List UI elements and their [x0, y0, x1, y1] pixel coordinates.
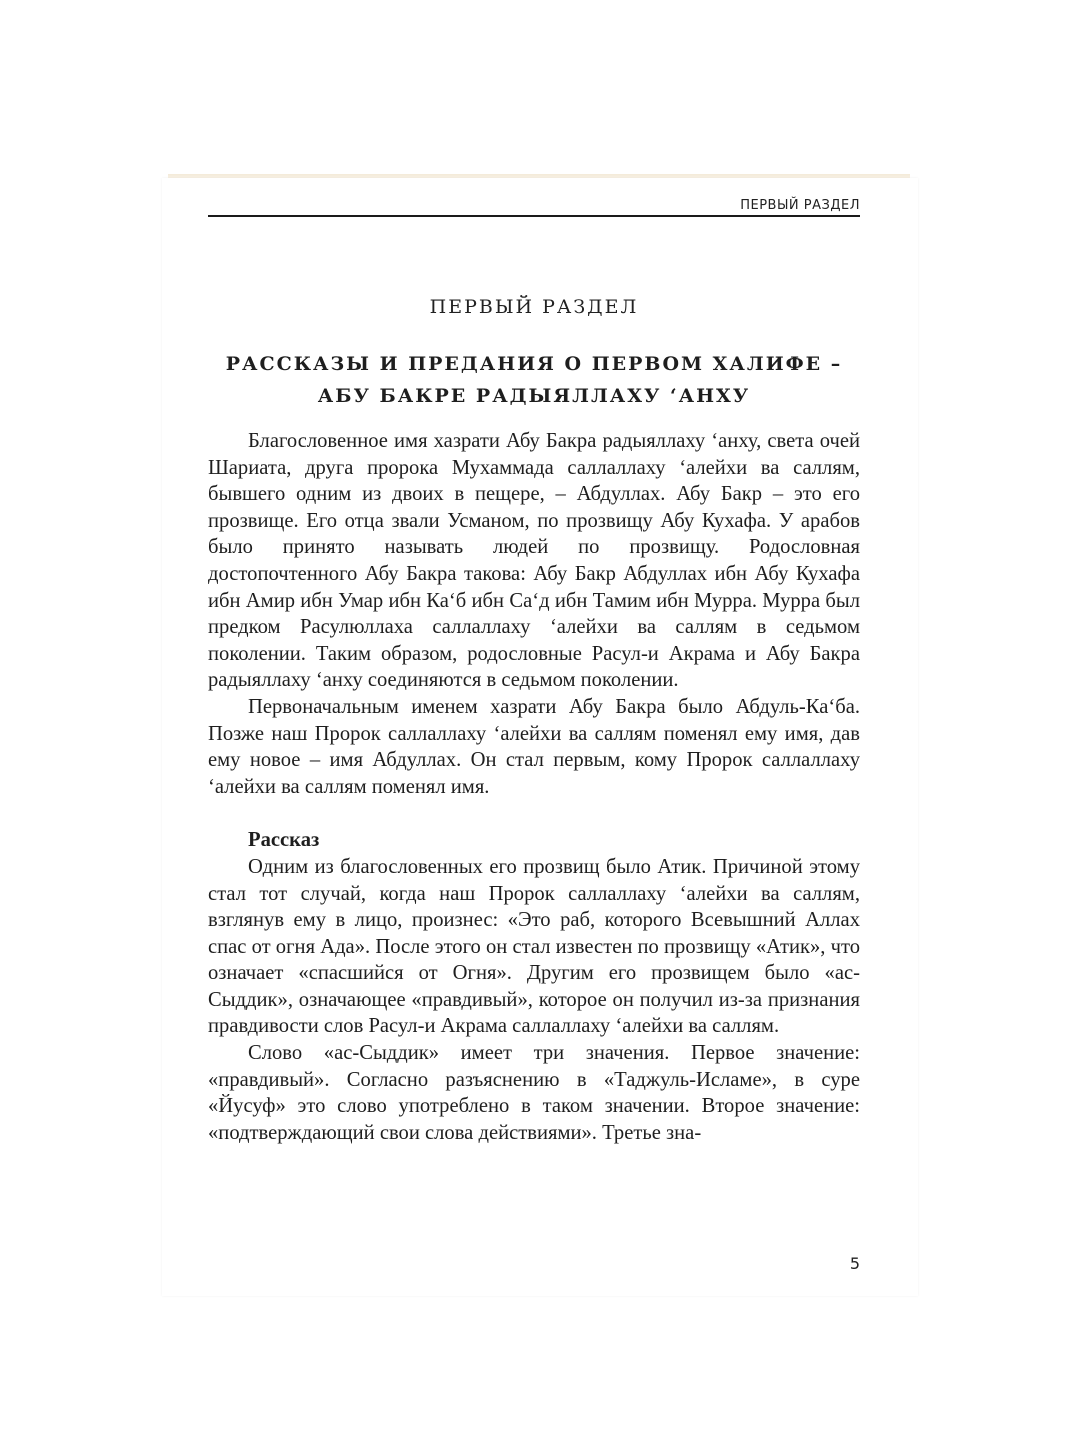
story-paragraph-1: Одним из благословенных его прозвищ было Атик. Причиной этому стал тот случай, когда наш Пророк саллаллаху ʻалейхи ва саллям, взглянув ему в лицо, произнес: «Это раб, которого Всевышний Аллах спас от огня Ада». После этого он стал известен по прозвищу «Атик», что означает «спасшийся от Огня». Другим его прозвищем было «ас-Сыддик», означающее «правдивый», которое он получил из-за признания правдивости слов Расул-и Акрама саллаллаху ʻалейхи ва саллям.	[208, 855, 860, 1038]
section-title: ПЕРВЫЙ РАЗДЕЛ	[429, 296, 639, 318]
subheading: Рассказ	[248, 829, 320, 852]
chapter-title-line-1: РАССКАЗЫ И ПРЕДАНИЯ О ПЕРВОМ ХАЛИФЕ –	[225, 353, 843, 375]
header-rule	[208, 215, 860, 217]
story-paragraph-2: Слово «ас-Сыддик» имеет три значения. Первое значение: «правдивый». Согласно разъяснению в «Таджуль-Исламе», в суре «Йусуф» это слово употреблено в таком значении. Второе значение: «подтверждающий свои слова действиями». Третье зна-	[208, 1042, 860, 1144]
running-head: ПЕРВЫЙ РАЗДЕЛ	[740, 198, 860, 213]
book-page	[162, 178, 918, 1296]
chapter-title-line-2: АБУ БАКРЕ РАДЫЯЛЛАХУ ʻАНХУ	[317, 385, 751, 407]
chapter-title	[208, 348, 860, 412]
paragraph-1: Благословенное имя хазрати Абу Бакра радыяллаху ʻанху, света очей Шариата, друга пророка Мухаммада саллаллаху ʻалейхи ва саллям, бывшего одним из двоих в пещере, – Абдуллах. Абу Бакр – это его прозвище. Его отца звали Усманом, по прозвищу Абу Кухафа. У арабов было принято называть людей по прозвищу. Родословная достопочтенного Абу Бакра такова: Абу Бакр Абдуллах ибн Абу Кухафа ибн Амир ибн Умар ибн Каʻб ибн Саʻд ибн Тамим ибн Мурра. Мурра был предком Расулюллаха саллаллаху ʻалейхи ва саллям в седьмом поколении. Таким образом, родословные Расул-и Акрама и Абу Бакра радыяллаху ʻанху соединяются в седьмом поколении.	[208, 430, 860, 692]
page-number: 5	[849, 1254, 860, 1273]
body-text	[208, 428, 860, 1146]
paragraph-2: Первоначальным именем хазрати Абу Бакра было Абдуль-Каʻба. Позже наш Пророк саллаллаху ʻалейхи ва саллям поменял ему имя, дав ему новое – имя Абдуллах. Он стал первым, кому Пророк саллаллаху ʻалейхи ва саллям поменял имя.	[208, 695, 860, 798]
